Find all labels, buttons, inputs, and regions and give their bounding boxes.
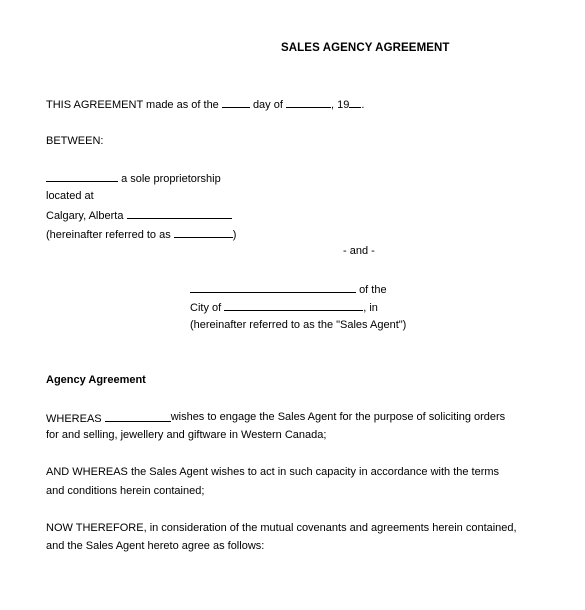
party2-city-label: City of (190, 302, 222, 314)
whereas2-line1: AND WHEREAS the Sales Agent wishes to act in such capacity in accordance with the terms (46, 466, 500, 478)
party2-of-the-text: of the (359, 284, 387, 296)
year-blank[interactable] (349, 97, 361, 108)
party1-alias-blank[interactable] (174, 227, 233, 238)
whereas1-rest: wishes to engage the Sales Agent for the purpose of soliciting orders (170, 411, 506, 423)
now-therefore-line2: and the Sales Agent hereto agree as follows: (46, 540, 265, 552)
whereas1-line2: for and selling, jewellery and giftware in Western Canada; (46, 429, 327, 441)
party2-city-line (190, 300, 378, 315)
party1-type-text: a sole proprietorship (121, 173, 221, 185)
intro-text-2: day of (252, 99, 283, 111)
whereas1-prefix: WHEREAS (46, 413, 102, 425)
between-label: BETWEEN: (46, 135, 104, 147)
party2-in-text: , in (363, 302, 378, 314)
party1-referred-close: ) (232, 229, 237, 241)
month-blank[interactable] (286, 97, 331, 108)
section-heading: Agency Agreement (46, 374, 146, 386)
party2-name-blank[interactable] (190, 282, 356, 293)
whereas1-prefix-group (46, 411, 171, 426)
now-therefore-line1: NOW THEREFORE, in consideration of the mutual covenants and agreements herein contained, (46, 522, 517, 534)
party1-name-line (46, 171, 221, 186)
party1-name-blank[interactable] (46, 171, 118, 182)
intro-text-3: , 19 (330, 99, 350, 111)
document-title: SALES AGENCY AGREEMENT (281, 42, 450, 54)
party1-referred-line (46, 227, 236, 242)
party1-address-blank[interactable] (127, 208, 232, 219)
whereas1-party-blank[interactable] (105, 411, 171, 422)
whereas2-line2: and conditions herein contained; (46, 485, 205, 497)
and-separator: - and - (343, 245, 375, 257)
party1-address-line (46, 208, 232, 223)
party1-location-label: located at (46, 190, 94, 202)
intro-text-4: . (361, 99, 365, 111)
party1-referred-text: (hereinafter referred to as (46, 229, 171, 241)
party1-city-text: Calgary, Alberta (46, 210, 124, 222)
party2-city-blank[interactable] (224, 300, 363, 311)
whereas1-line1 (46, 411, 504, 426)
intro-text-1: THIS AGREEMENT made as of the (46, 99, 219, 111)
party2-referred-text: (hereinafter referred to as the "Sales Agent") (190, 319, 407, 331)
party2-name-line (190, 282, 387, 297)
agreement-date-line (46, 97, 364, 112)
day-blank[interactable] (222, 97, 250, 108)
